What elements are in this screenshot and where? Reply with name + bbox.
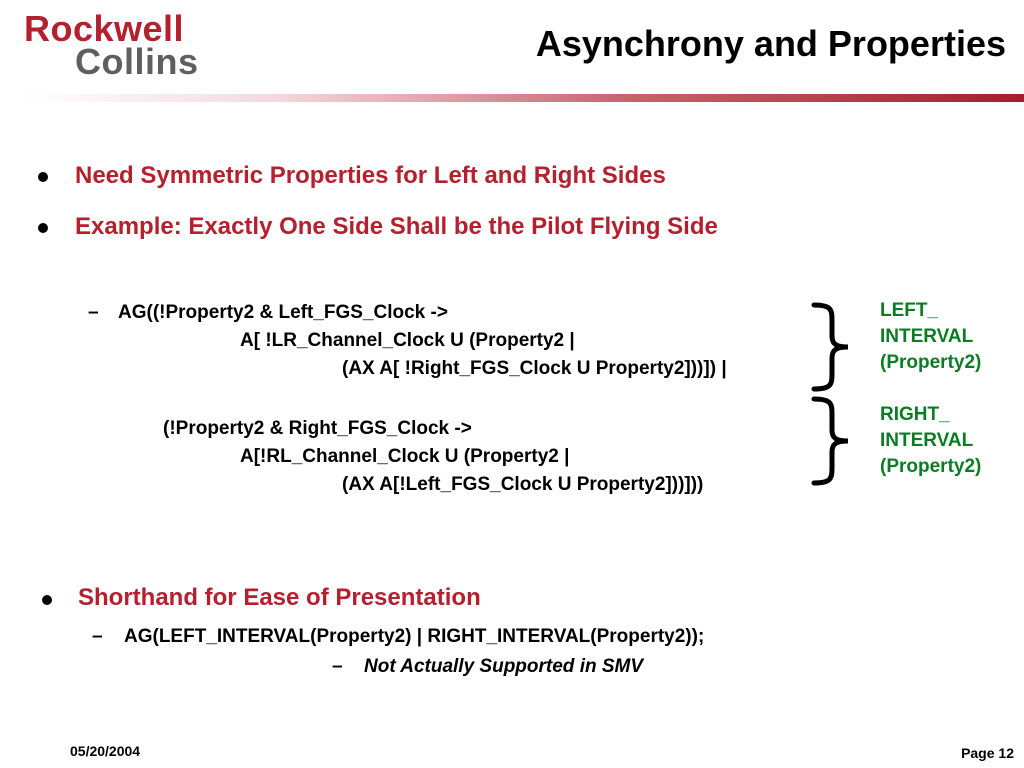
code-line-1: AG((!Property2 & Left_FGS_Clock -> [118, 302, 448, 323]
page-number: Page 12 [961, 745, 1014, 761]
code-line-3: (AX A[ !Right_FGS_Clock U Property2]))]) | [342, 358, 727, 379]
code-dash: – [88, 302, 99, 323]
annotation-line: RIGHT_ [880, 404, 950, 425]
footer-date: 05/20/2004 [70, 743, 141, 759]
logo-rockwell: Rockwell [24, 8, 185, 49]
smv-note: Not Actually Supported in SMV [364, 656, 644, 677]
annotation-line: INTERVAL [880, 430, 974, 451]
right-brace-icon [810, 396, 852, 486]
code-line-4: (!Property2 & Right_FGS_Clock -> [163, 418, 472, 439]
bullet-symmetric: Need Symmetric Properties for Left and Right Sides [75, 162, 666, 189]
bullet-example: Example: Exactly One Side Shall be the Pilot Flying Side [75, 213, 718, 240]
code-line-5: A[!RL_Channel_Clock U (Property2 | [240, 446, 570, 467]
title-divider [22, 94, 1024, 102]
annotation-line: (Property2) [880, 352, 982, 373]
left-interval-annotation [880, 298, 981, 376]
annotation-line: (Property2) [880, 456, 982, 477]
right-interval-annotation [880, 402, 981, 480]
code-line-2: A[ !LR_Channel_Clock U (Property2 | [240, 330, 575, 351]
logo-collins: Collins [75, 41, 199, 82]
shorthand-expression: AG(LEFT_INTERVAL(Property2) | RIGHT_INTERVAL(Property2)); [124, 626, 705, 647]
code-line-6: (AX A[!Left_FGS_Clock U Property2]))])) [342, 474, 704, 495]
bullet-dot [42, 595, 52, 605]
annotation-line: LEFT_ [880, 300, 939, 321]
note-dash: – [332, 656, 343, 677]
sub-dash: – [92, 626, 103, 647]
slide-title: Asynchrony and Properties [535, 23, 1006, 64]
shorthand-heading: Shorthand for Ease of Presentation [78, 584, 481, 611]
bullet-dot [38, 223, 48, 233]
right-brace-icon [810, 302, 852, 392]
annotation-line: INTERVAL [880, 326, 974, 347]
bullet-dot [38, 172, 48, 182]
